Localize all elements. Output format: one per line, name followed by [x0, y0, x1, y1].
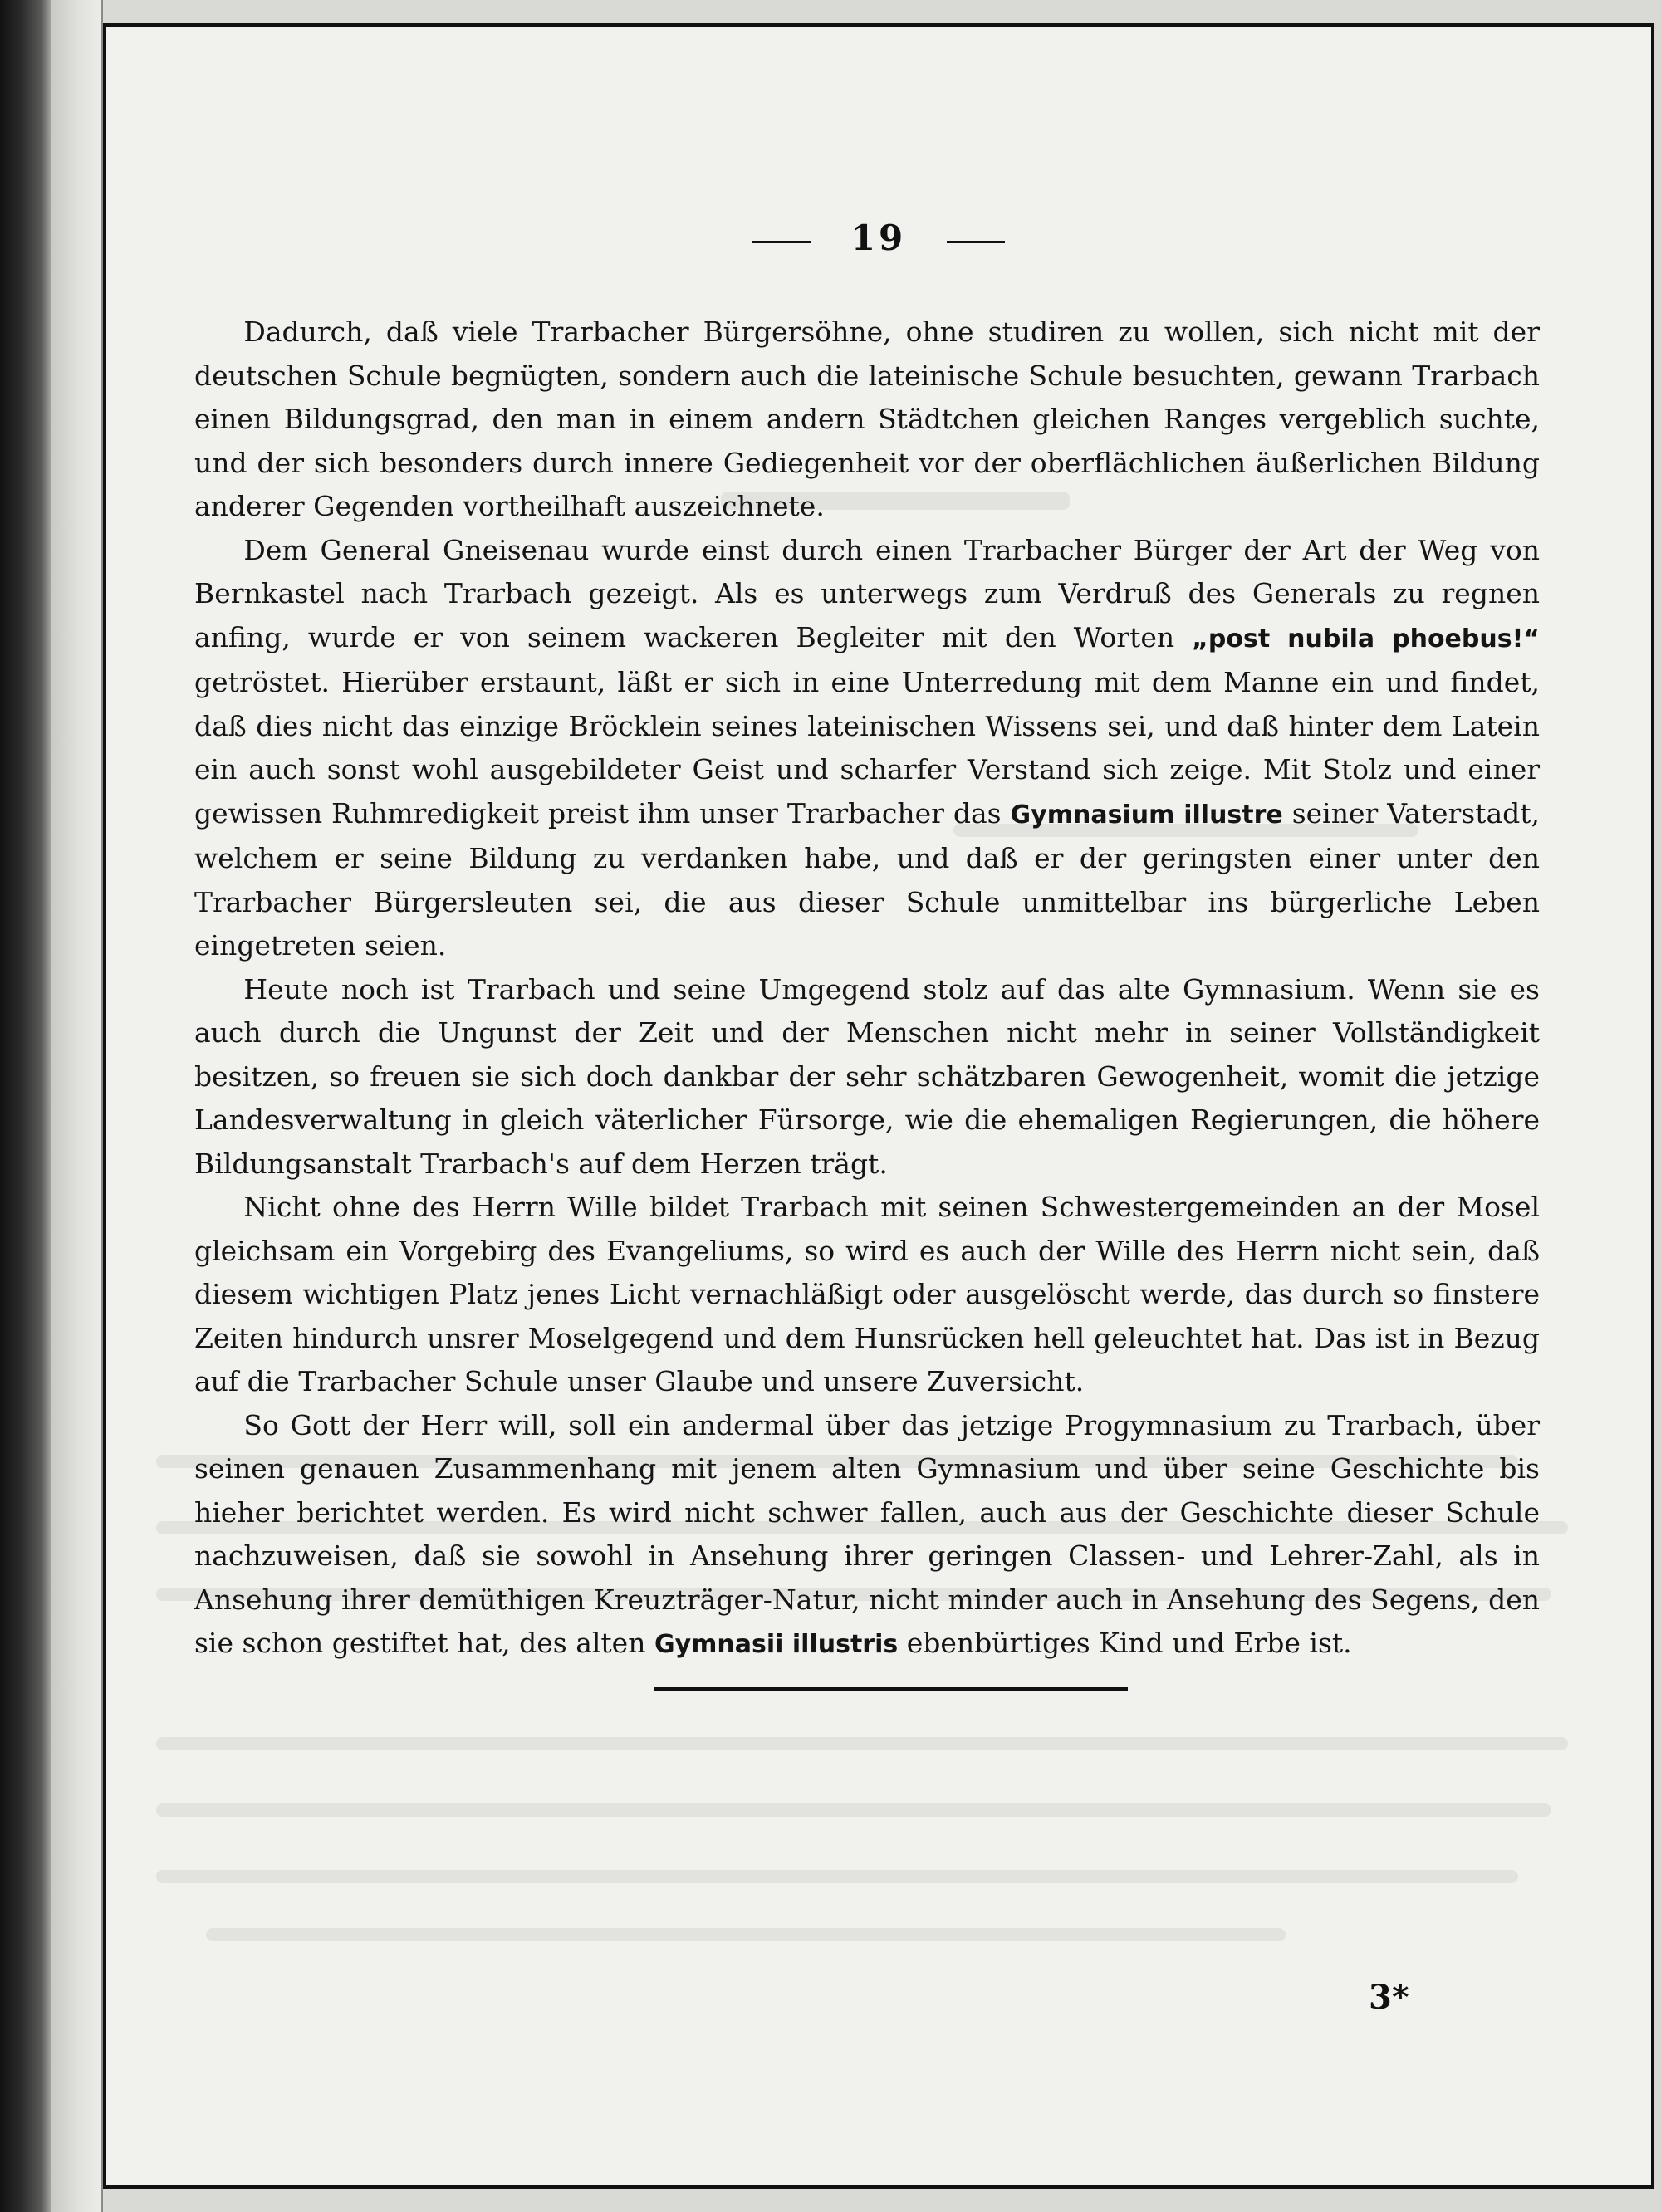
page-number: 19 [850, 218, 907, 258]
emphasized-phrase: „post nubila phoebus!“ [1192, 624, 1540, 653]
page-header [106, 218, 1651, 258]
paragraph [194, 968, 1540, 1187]
bleed-through-mark [156, 1803, 1551, 1817]
bleed-through-mark [156, 1737, 1568, 1750]
document-page [103, 23, 1654, 2189]
text-run: Nicht ohne des Herrn Wille bildet Trarbach mit seinen Schwestergemeinden an der Mosel gleichsam ein Vorgebirg des Evangeliums, so wird es auch der Wille des Herrn nicht sein, daß diesem wichtigen Platz jenes Licht vernachläßigt oder ausgelöscht werde, das durch so finstere Zeiten hindurch unsrer Moselgegend und dem Hunsrücken hell geleuchtet hat. Das ist in Bezug auf die Trarbacher Schule unser Glaube und unsere Zuversicht. [194, 1191, 1540, 1397]
paragraph [194, 1186, 1540, 1404]
text-run: Dem General Gneisenau wurde einst durch einen Trarbacher Bürger der Art der Weg von Bernkastel nach Trarbach gezeigt. Als es unterwegs zum Verdruß des Generals zu regnen anfing, wurde er von seinem wackeren Begleiter mit den Worten [194, 533, 1540, 653]
bleed-through-mark [156, 1870, 1518, 1883]
text-run: Heute noch ist Trarbach und seine Umgegend stolz auf das alte Gymnasium. Wenn sie es auch durch die Ungunst der Zeit und der Menschen nicht mehr in seiner Vollständigkeit besitzen, so freuen sie sich doch dankbar der sehr schätzbaren Gewogenheit, womit die jetzige Landesverwaltung in gleich väterlicher Fürsorge, wie die ehemaligen Regierungen, die höhere Bildungsanstalt Trarbach's auf dem Herzen trägt. [194, 972, 1540, 1180]
paragraph [194, 311, 1540, 529]
header-rule-left [752, 241, 811, 243]
text-run: Dadurch, daß viele Trarbacher Bürgersöhne, ohne studiren zu wollen, sich nicht mit der deutschen Schule begnügten, sondern auch die lateinische Schule besuchten, gewann Trarbach einen Bildungsgrad, den man in einem andern Städtchen gleichen Ranges vergeblich suchte, und der sich besonders durch innere Gediegenheit vor der oberflächlichen äußerlichen Bildung anderer Gegenden vortheilhaft auszeichnete. [194, 316, 1540, 522]
signature-mark: 3* [1369, 1978, 1409, 2017]
bleed-through-mark [206, 1928, 1286, 1941]
text-run: So Gott der Herr will, soll ein andermal über das jetzige Progymnasium zu Trarbach, über seinen genauen Zusammenhang mit jenem alten Gymnasium und über seine Geschichte bis hieher berichtet werden. Es wird nicht schwer fallen, auch aus der Geschichte dieser Schule nachzuweisen, daß sie sowohl in Ansehung ihrer geringen Classen- und Lehrer-Zahl, als in Ansehung ihrer demüthigen Kreuzträger-Natur, nicht minder auch in Ansehung des Segens, den sie schon gestiftet hat, des alten [194, 1408, 1540, 1659]
body-text [194, 311, 1540, 1667]
previous-page-edge [51, 0, 103, 2212]
text-run: ebenbürtiges Kind und Erbe ist. [898, 1627, 1352, 1659]
book-binding [0, 0, 51, 2212]
section-end-rule [654, 1687, 1128, 1691]
header-rule-right [947, 241, 1005, 243]
text-run: seiner Vaterstadt, welchem er seine Bildung zu verdanken habe, und daß er der geringsten einer unter den Trarbacher Bürgersleuten sei, die aus dieser Schule unmittelbar ins bürgerliche Leben eingetreten seien. [194, 796, 1541, 962]
paragraph [194, 529, 1540, 968]
emphasized-phrase: Gymnasium illustre [1010, 800, 1283, 830]
emphasized-phrase: Gymnasii illustris [654, 1630, 899, 1659]
text-run: getröstet. Hierüber erstaunt, läßt er sich in eine Unterredung mit dem Manne ein und findet, daß dies nicht das einzige Bröcklein seines lateinischen Wissens sei, und daß hinter dem Latein ein auch sonst wohl ausgebildeter Geist und scharfer Verstand sich zeige. Mit Stolz und einer gewissen Ruhmredigkeit preist ihm unser Trarbacher das [194, 666, 1540, 830]
paragraph [194, 1404, 1540, 1667]
